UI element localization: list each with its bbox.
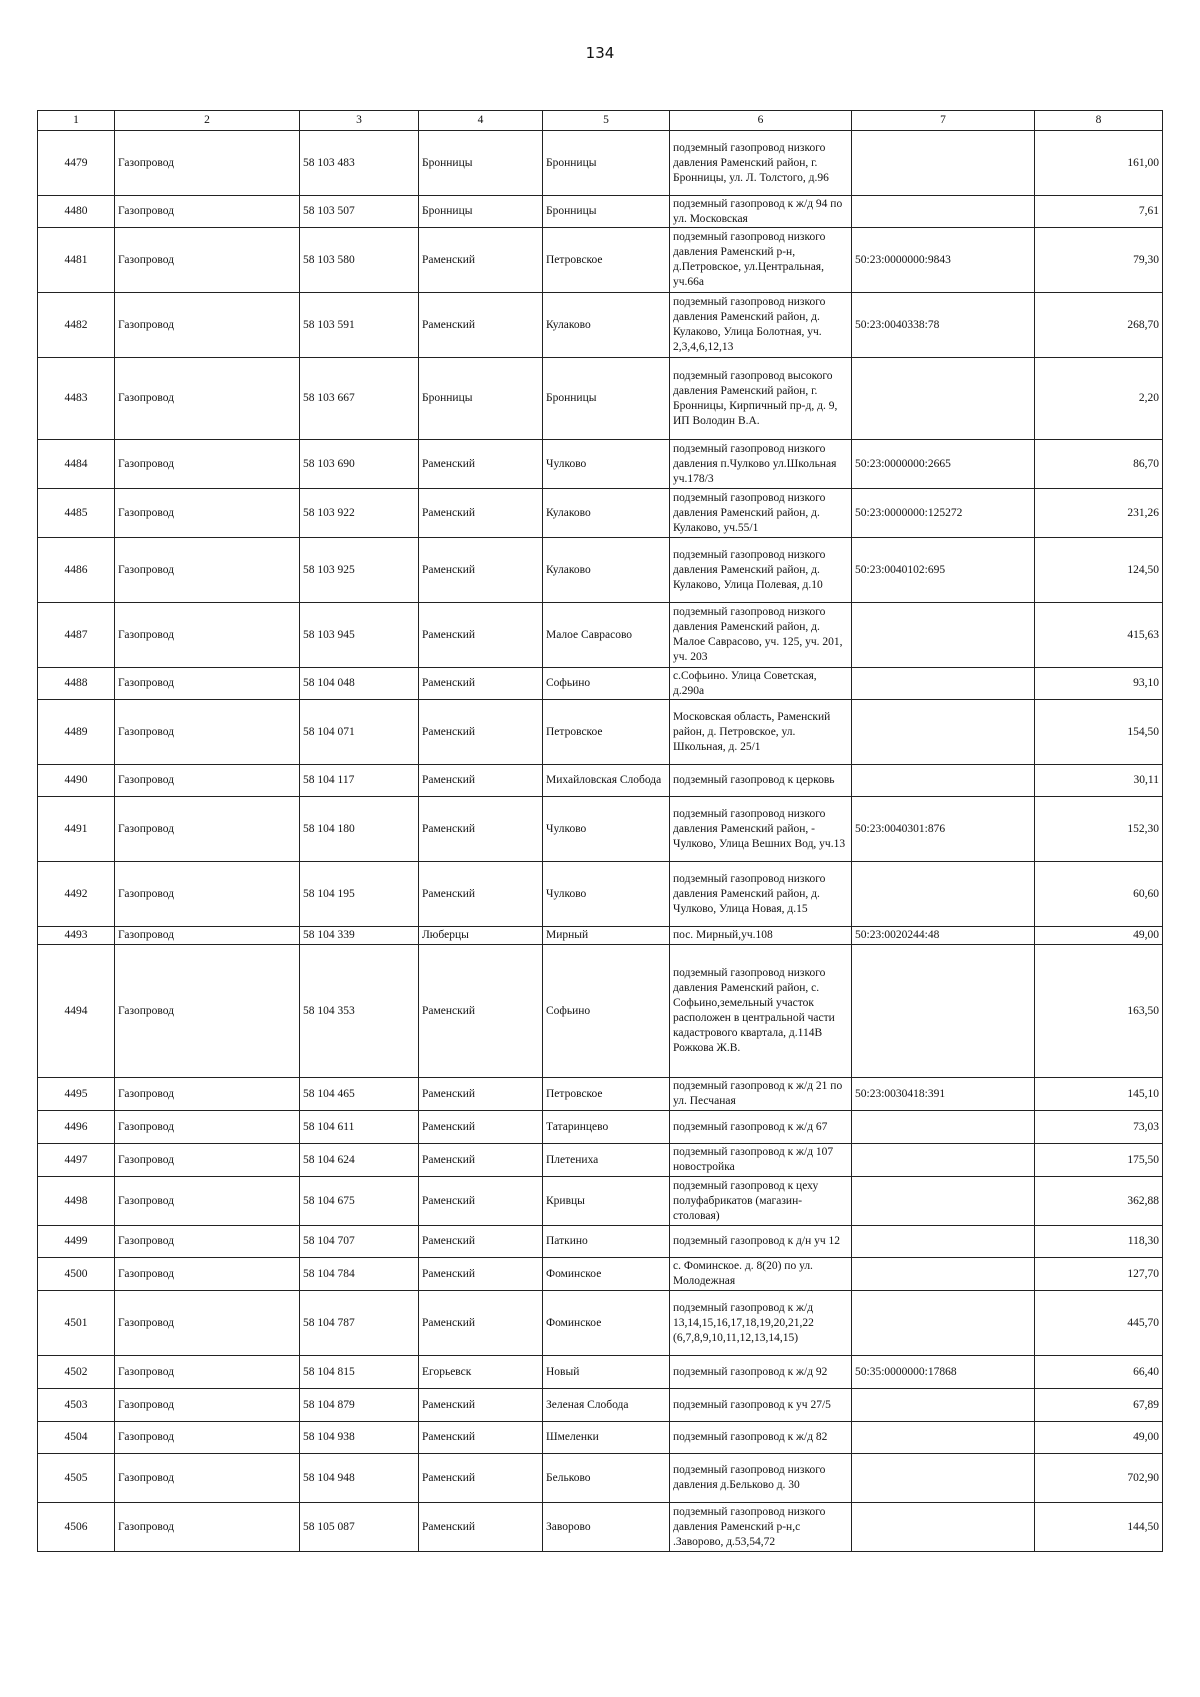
cell-number: 4484 [38, 440, 115, 489]
cell-type: Газопровод [115, 862, 300, 927]
cell-description: подземный газопровод низкого давления Раменский район, д. Кулаково, Улица Болотная, уч. 2,3,4,6,12,13 [670, 293, 852, 358]
table-row [38, 668, 1163, 700]
cell-cadastral-number [852, 1422, 1035, 1454]
table-row [38, 1503, 1163, 1552]
cell-locality: Малое Саврасово [543, 603, 670, 668]
cell-district: Раменский [419, 668, 543, 700]
table-row [38, 228, 1163, 293]
cell-district: Раменский [419, 228, 543, 293]
column-header-4: 4 [419, 111, 543, 131]
cell-cadastral-number [852, 1291, 1035, 1356]
cell-number: 4498 [38, 1177, 115, 1226]
table-row [38, 603, 1163, 668]
cell-type: Газопровод [115, 1111, 300, 1144]
cell-district: Раменский [419, 1226, 543, 1258]
cell-type: Газопровод [115, 1291, 300, 1356]
table-row [38, 700, 1163, 765]
cell-type: Газопровод [115, 1078, 300, 1111]
cell-code: 58 104 180 [300, 797, 419, 862]
cell-district: Раменский [419, 945, 543, 1078]
cell-type: Газопровод [115, 196, 300, 228]
table-row [38, 1291, 1163, 1356]
cell-type: Газопровод [115, 131, 300, 196]
cell-district: Люберцы [419, 927, 543, 945]
cell-number: 4501 [38, 1291, 115, 1356]
cell-description: подземный газопровод к ж/д 21 по ул. Песчаная [670, 1078, 852, 1111]
cell-locality: Петровское [543, 228, 670, 293]
cell-code: 58 104 938 [300, 1422, 419, 1454]
cell-code: 58 104 787 [300, 1291, 419, 1356]
table-row [38, 927, 1163, 945]
cell-description: подземный газопровод к ж/д 94 по ул. Московская [670, 196, 852, 228]
cell-length: 49,00 [1035, 1422, 1163, 1454]
cell-locality: Бронницы [543, 358, 670, 440]
cell-type: Газопровод [115, 1144, 300, 1177]
table-row [38, 293, 1163, 358]
table-row [38, 1144, 1163, 1177]
cell-code: 58 104 815 [300, 1356, 419, 1389]
cell-cadastral-number [852, 862, 1035, 927]
cell-length: 30,11 [1035, 765, 1163, 797]
cell-length: 60,60 [1035, 862, 1163, 927]
cell-district: Раменский [419, 1389, 543, 1422]
column-header-3: 3 [300, 111, 419, 131]
table-row [38, 862, 1163, 927]
cell-locality: Плетениха [543, 1144, 670, 1177]
cell-locality: Софьино [543, 945, 670, 1078]
cell-number: 4495 [38, 1078, 115, 1111]
table-row [38, 1078, 1163, 1111]
cell-code: 58 104 624 [300, 1144, 419, 1177]
table-row [38, 1454, 1163, 1503]
cell-length: 445,70 [1035, 1291, 1163, 1356]
cell-district: Раменский [419, 1422, 543, 1454]
cell-description: подземный газопровод к уч 27/5 [670, 1389, 852, 1422]
cell-description: подземный газопровод низкого давления д.Бельково д. 30 [670, 1454, 852, 1503]
table-row [38, 1111, 1163, 1144]
cell-length: 118,30 [1035, 1226, 1163, 1258]
cell-type: Газопровод [115, 927, 300, 945]
cell-code: 58 104 675 [300, 1177, 419, 1226]
cell-number: 4490 [38, 765, 115, 797]
cell-code: 58 104 048 [300, 668, 419, 700]
cell-type: Газопровод [115, 358, 300, 440]
cell-length: 86,70 [1035, 440, 1163, 489]
cell-district: Бронницы [419, 131, 543, 196]
cell-description: подземный газопровод низкого давления Раменский район, д. Кулаково, Улица Полевая, д.10 [670, 538, 852, 603]
cell-cadastral-number: 50:35:0000000:17868 [852, 1356, 1035, 1389]
cell-cadastral-number: 50:23:0040338:78 [852, 293, 1035, 358]
cell-length: 161,00 [1035, 131, 1163, 196]
cell-district: Раменский [419, 1258, 543, 1291]
cell-description: подземный газопровод низкого давления Раменский р-н, д.Петровское, ул.Центральная, уч.66а [670, 228, 852, 293]
cell-code: 58 103 580 [300, 228, 419, 293]
column-header-2: 2 [115, 111, 300, 131]
cell-district: Раменский [419, 489, 543, 538]
cell-district: Раменский [419, 293, 543, 358]
cell-description: подземный газопровод к ж/д 67 [670, 1111, 852, 1144]
cell-length: 145,10 [1035, 1078, 1163, 1111]
cell-description: подземный газопровод к д/н уч 12 [670, 1226, 852, 1258]
cell-number: 4506 [38, 1503, 115, 1552]
cell-cadastral-number [852, 668, 1035, 700]
cell-number: 4505 [38, 1454, 115, 1503]
cell-code: 58 104 339 [300, 927, 419, 945]
cell-length: 2,20 [1035, 358, 1163, 440]
cell-length: 79,30 [1035, 228, 1163, 293]
cell-number: 4496 [38, 1111, 115, 1144]
cell-cadastral-number: 50:23:0020244:48 [852, 927, 1035, 945]
cell-district: Раменский [419, 862, 543, 927]
cell-length: 268,70 [1035, 293, 1163, 358]
cell-district: Раменский [419, 1454, 543, 1503]
cell-type: Газопровод [115, 293, 300, 358]
table-row [38, 196, 1163, 228]
cell-number: 4502 [38, 1356, 115, 1389]
cell-locality: Чулково [543, 797, 670, 862]
cell-length: 66,40 [1035, 1356, 1163, 1389]
cell-number: 4483 [38, 358, 115, 440]
cell-length: 175,50 [1035, 1144, 1163, 1177]
cell-length: 152,30 [1035, 797, 1163, 862]
cell-cadastral-number [852, 945, 1035, 1078]
cell-code: 58 104 195 [300, 862, 419, 927]
cell-description: подземный газопровод к ж/д 92 [670, 1356, 852, 1389]
cell-number: 4489 [38, 700, 115, 765]
cell-cadastral-number: 50:23:0040102:695 [852, 538, 1035, 603]
cell-cadastral-number [852, 1503, 1035, 1552]
cell-type: Газопровод [115, 668, 300, 700]
table-row [38, 1422, 1163, 1454]
cell-description: подземный газопровод низкого давления п.Чулково ул.Школьная уч.178/3 [670, 440, 852, 489]
cell-code: 58 104 784 [300, 1258, 419, 1291]
cell-locality: Шмеленки [543, 1422, 670, 1454]
table-row [38, 765, 1163, 797]
cell-cadastral-number [852, 1454, 1035, 1503]
cell-type: Газопровод [115, 440, 300, 489]
cell-type: Газопровод [115, 489, 300, 538]
table-row [38, 131, 1163, 196]
cell-length: 702,90 [1035, 1454, 1163, 1503]
column-header-1: 1 [38, 111, 115, 131]
cell-number: 4482 [38, 293, 115, 358]
cell-cadastral-number [852, 196, 1035, 228]
cell-number: 4491 [38, 797, 115, 862]
cell-description: подземный газопровод низкого давления Раменский район, д. Кулаково, уч.55/1 [670, 489, 852, 538]
cell-locality: Бронницы [543, 196, 670, 228]
cell-description: подземный газопровод низкого давления Раменский район, с. Софьино,земельный участок расположен в центральной части кадастрового квартала, д.114В Рожкова Ж.В. [670, 945, 852, 1078]
cell-description: подземный газопровод к церковь [670, 765, 852, 797]
cell-district: Егорьевск [419, 1356, 543, 1389]
cell-description: подземный газопровод низкого давления Раменский район, д. Чулково, Улица Новая, д.15 [670, 862, 852, 927]
cell-number: 4494 [38, 945, 115, 1078]
cell-type: Газопровод [115, 1356, 300, 1389]
cell-locality: Татаринцево [543, 1111, 670, 1144]
cell-code: 58 104 465 [300, 1078, 419, 1111]
cell-length: 154,50 [1035, 700, 1163, 765]
cell-locality: Новый [543, 1356, 670, 1389]
cell-length: 73,03 [1035, 1111, 1163, 1144]
cell-cadastral-number [852, 358, 1035, 440]
cell-type: Газопровод [115, 1454, 300, 1503]
column-header-7: 7 [852, 111, 1035, 131]
cell-district: Раменский [419, 538, 543, 603]
cell-description: подземный газопровод низкого давления Раменский р-н,с .Заворово, д.53,54,72 [670, 1503, 852, 1552]
cell-description: подземный газопровод низкого давления Раменский район, г. Бронницы, ул. Л. Толстого, д.96 [670, 131, 852, 196]
cell-description: подземный газопровод к ж/д 13,14,15,16,17,18,19,20,21,22 (6,7,8,9,10,11,12,13,14,15) [670, 1291, 852, 1356]
cell-length: 127,70 [1035, 1258, 1163, 1291]
cell-district: Раменский [419, 603, 543, 668]
cell-cadastral-number [852, 131, 1035, 196]
cell-cadastral-number: 50:23:0000000:125272 [852, 489, 1035, 538]
table-row [38, 1258, 1163, 1291]
cell-number: 4481 [38, 228, 115, 293]
table-row [38, 489, 1163, 538]
cell-locality: Петровское [543, 700, 670, 765]
column-header-8: 8 [1035, 111, 1163, 131]
cell-locality: Кулаково [543, 538, 670, 603]
cell-number: 4504 [38, 1422, 115, 1454]
cell-length: 67,89 [1035, 1389, 1163, 1422]
cell-number: 4486 [38, 538, 115, 603]
cell-type: Газопровод [115, 1258, 300, 1291]
cell-locality: Фоминское [543, 1258, 670, 1291]
cell-type: Газопровод [115, 797, 300, 862]
cell-locality: Паткино [543, 1226, 670, 1258]
cell-code: 58 103 945 [300, 603, 419, 668]
cell-district: Бронницы [419, 196, 543, 228]
cell-locality: Чулково [543, 862, 670, 927]
cell-description: с. Фоминское. д. 8(20) по ул. Молодежная [670, 1258, 852, 1291]
cell-description: подземный газопровод к ж/д 107 новостройка [670, 1144, 852, 1177]
cell-district: Раменский [419, 1291, 543, 1356]
table-row [38, 358, 1163, 440]
cell-description: подземный газопровод высокого давления Раменский район, г. Бронницы, Кирпичный пр-д, д. 9, ИП Володин В.А. [670, 358, 852, 440]
cell-length: 163,50 [1035, 945, 1163, 1078]
cell-type: Газопровод [115, 603, 300, 668]
cell-district: Бронницы [419, 358, 543, 440]
cell-district: Раменский [419, 797, 543, 862]
cell-code: 58 103 507 [300, 196, 419, 228]
cell-code: 58 104 948 [300, 1454, 419, 1503]
cell-type: Газопровод [115, 945, 300, 1078]
cell-length: 49,00 [1035, 927, 1163, 945]
cell-code: 58 103 925 [300, 538, 419, 603]
table-row [38, 1389, 1163, 1422]
cell-type: Газопровод [115, 1226, 300, 1258]
table-row [38, 1226, 1163, 1258]
cell-type: Газопровод [115, 1389, 300, 1422]
cell-district: Раменский [419, 440, 543, 489]
cell-code: 58 103 690 [300, 440, 419, 489]
registry-table [37, 110, 1163, 1552]
cell-number: 4497 [38, 1144, 115, 1177]
cell-length: 144,50 [1035, 1503, 1163, 1552]
cell-locality: Мирный [543, 927, 670, 945]
table-row [38, 1356, 1163, 1389]
cell-code: 58 104 117 [300, 765, 419, 797]
cell-cadastral-number [852, 1389, 1035, 1422]
cell-description: пос. Мирный,уч.108 [670, 927, 852, 945]
cell-code: 58 103 483 [300, 131, 419, 196]
table-row [38, 1177, 1163, 1226]
cell-locality: Бельково [543, 1454, 670, 1503]
cell-code: 58 104 611 [300, 1111, 419, 1144]
column-header-5: 5 [543, 111, 670, 131]
cell-locality: Михайловская Слобода [543, 765, 670, 797]
cell-description: подземный газопровод к ж/д 82 [670, 1422, 852, 1454]
cell-district: Раменский [419, 1177, 543, 1226]
cell-code: 58 103 667 [300, 358, 419, 440]
cell-description: подземный газопровод низкого давления Раменский район, - Чулково, Улица Вешних Вод, уч.13 [670, 797, 852, 862]
cell-number: 4480 [38, 196, 115, 228]
cell-locality: Зеленая Слобода [543, 1389, 670, 1422]
cell-type: Газопровод [115, 538, 300, 603]
cell-cadastral-number [852, 1226, 1035, 1258]
cell-cadastral-number [852, 1144, 1035, 1177]
cell-description: подземный газопровод низкого давления Раменский район, д. Малое Саврасово, уч. 125, уч. 201, уч. 203 [670, 603, 852, 668]
cell-cadastral-number: 50:23:0000000:2665 [852, 440, 1035, 489]
cell-description: Московская область, Раменский район, д. Петровское, ул. Школьная, д. 25/1 [670, 700, 852, 765]
cell-length: 362,88 [1035, 1177, 1163, 1226]
cell-number: 4488 [38, 668, 115, 700]
cell-type: Газопровод [115, 1422, 300, 1454]
cell-number: 4500 [38, 1258, 115, 1291]
cell-locality: Кулаково [543, 293, 670, 358]
cell-cadastral-number [852, 700, 1035, 765]
cell-district: Раменский [419, 700, 543, 765]
cell-locality: Петровское [543, 1078, 670, 1111]
header-row [38, 111, 1163, 131]
cell-length: 124,50 [1035, 538, 1163, 603]
cell-code: 58 104 879 [300, 1389, 419, 1422]
cell-cadastral-number: 50:23:0030418:391 [852, 1078, 1035, 1111]
table-row [38, 945, 1163, 1078]
cell-locality: Бронницы [543, 131, 670, 196]
cell-type: Газопровод [115, 765, 300, 797]
cell-number: 4479 [38, 131, 115, 196]
cell-district: Раменский [419, 1144, 543, 1177]
cell-code: 58 104 071 [300, 700, 419, 765]
cell-code: 58 104 353 [300, 945, 419, 1078]
cell-number: 4503 [38, 1389, 115, 1422]
cell-cadastral-number [852, 1258, 1035, 1291]
cell-number: 4499 [38, 1226, 115, 1258]
cell-locality: Чулково [543, 440, 670, 489]
cell-number: 4493 [38, 927, 115, 945]
table-row [38, 538, 1163, 603]
cell-cadastral-number [852, 603, 1035, 668]
column-header-6: 6 [670, 111, 852, 131]
cell-district: Раменский [419, 765, 543, 797]
cell-description: подземный газопровод к цеху полуфабрикатов (магазин-столовая) [670, 1177, 852, 1226]
cell-cadastral-number: 50:23:0040301:876 [852, 797, 1035, 862]
cell-length: 93,10 [1035, 668, 1163, 700]
cell-locality: Кулаково [543, 489, 670, 538]
cell-length: 231,26 [1035, 489, 1163, 538]
cell-district: Раменский [419, 1111, 543, 1144]
cell-cadastral-number [852, 765, 1035, 797]
page-number: 134 [585, 44, 615, 62]
cell-length: 415,63 [1035, 603, 1163, 668]
cell-code: 58 105 087 [300, 1503, 419, 1552]
cell-number: 4487 [38, 603, 115, 668]
cell-locality: Заворово [543, 1503, 670, 1552]
cell-cadastral-number [852, 1177, 1035, 1226]
cell-length: 7,61 [1035, 196, 1163, 228]
cell-number: 4485 [38, 489, 115, 538]
cell-cadastral-number: 50:23:0000000:9843 [852, 228, 1035, 293]
cell-type: Газопровод [115, 228, 300, 293]
cell-district: Раменский [419, 1078, 543, 1111]
cell-code: 58 104 707 [300, 1226, 419, 1258]
table-row [38, 440, 1163, 489]
cell-district: Раменский [419, 1503, 543, 1552]
cell-locality: Фоминское [543, 1291, 670, 1356]
cell-cadastral-number [852, 1111, 1035, 1144]
cell-locality: Кривцы [543, 1177, 670, 1226]
cell-code: 58 103 591 [300, 293, 419, 358]
table-row [38, 797, 1163, 862]
cell-type: Газопровод [115, 1177, 300, 1226]
cell-code: 58 103 922 [300, 489, 419, 538]
cell-description: с.Софьино. Улица Советская, д.290а [670, 668, 852, 700]
cell-number: 4492 [38, 862, 115, 927]
cell-type: Газопровод [115, 1503, 300, 1552]
cell-type: Газопровод [115, 700, 300, 765]
cell-locality: Софьино [543, 668, 670, 700]
